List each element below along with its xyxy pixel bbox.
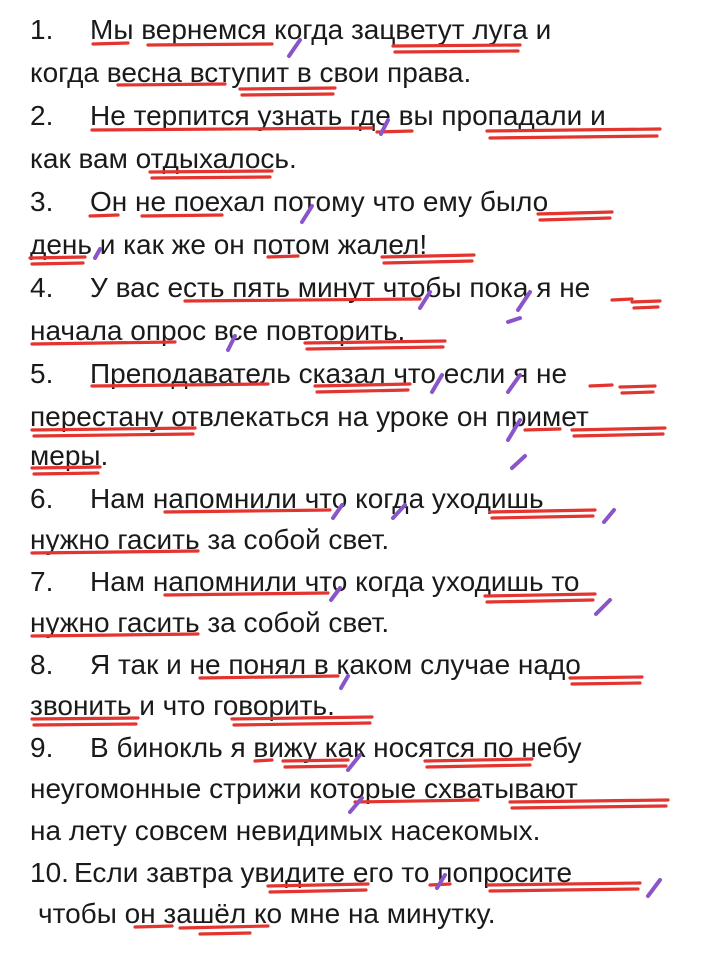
sentence-text: звонить и что говорить.: [30, 690, 335, 721]
sentence-text: день и как же он потом жалел!: [30, 229, 428, 260]
sentence-8-line-2: [30, 690, 335, 722]
underline-mark: [490, 889, 638, 891]
sentence-10-line-1: [30, 857, 572, 889]
underline-mark: [574, 434, 663, 436]
underline-mark: [34, 434, 193, 436]
sentence-3-line-2: [30, 229, 427, 261]
underline-mark: [200, 933, 250, 934]
underline-mark: [234, 723, 370, 725]
sentence-9-line-3: [30, 815, 540, 847]
underline-mark: [32, 263, 83, 264]
sentence-text: меры.: [30, 440, 109, 471]
sentence-text: Он не поехал потому что ему было: [90, 186, 549, 217]
sentence-number: 3.: [30, 186, 54, 217]
sentence-number: 10.: [30, 857, 69, 888]
underline-mark: [512, 806, 666, 808]
underline-mark: [492, 516, 593, 518]
underline-mark: [632, 301, 660, 302]
sentence-8-line-1: [30, 649, 581, 681]
comma-mark: [596, 600, 610, 614]
sentence-text: как вам отдыхалось.: [30, 143, 297, 174]
underline-mark: [395, 51, 518, 52]
sentence-4-line-2: [30, 315, 405, 347]
underline-mark: [270, 890, 366, 892]
underline-mark: [285, 766, 346, 767]
sentence-number: 5.: [30, 358, 54, 389]
underline-mark: [427, 765, 530, 767]
sentence-text: нужно гасить за собой свет.: [30, 607, 390, 638]
sentence-text: У вас есть пять минут чтобы пока я не: [90, 272, 591, 303]
comma-mark: [508, 318, 520, 322]
underline-mark: [620, 386, 655, 387]
sentence-text: Я так и не понял в каком случае надо: [90, 649, 581, 680]
sentence-1-line-1: [30, 14, 551, 46]
sentence-9-line-1: [30, 732, 582, 764]
sentence-6-line-2: [30, 524, 389, 556]
sentence-number: 7.: [30, 566, 54, 597]
sentence-text: перестану отвлекаться на уроке он примет: [30, 401, 589, 432]
sentence-text: Не терпится узнать где вы пропадали и: [90, 100, 606, 131]
comma-mark: [604, 510, 614, 522]
sentence-text: начала опрос все повторить.: [30, 315, 406, 346]
underline-mark: [34, 724, 136, 725]
sentence-text: В бинокль я вижу как носятся по небу: [90, 732, 582, 763]
sentence-number: 9.: [30, 732, 54, 763]
sentence-number: 6.: [30, 483, 54, 514]
sentence-text: Мы вернемся когда зацветут луга и: [90, 14, 552, 45]
underline-mark: [152, 177, 270, 178]
sentence-6-line-1: [30, 483, 544, 515]
underline-mark: [590, 385, 612, 386]
sentence-number: 2.: [30, 100, 54, 131]
underline-mark: [490, 136, 657, 138]
underline-mark: [242, 94, 333, 95]
sentence-1-line-2: [30, 57, 471, 89]
underline-mark: [622, 392, 653, 393]
sentence-text: Нам напомнили что когда уходишь то: [90, 566, 580, 597]
sentence-10-line-2: [38, 898, 496, 930]
underline-mark: [634, 307, 658, 308]
sentence-text: на лету совсем невидимых насекомых.: [30, 815, 541, 846]
sentence-text: Нам напомнили что когда уходишь: [90, 483, 544, 514]
sentence-5-line-2: [30, 401, 589, 433]
comma-mark: [648, 880, 660, 896]
sentence-text: чтобы он зашёл ко мне на минутку.: [38, 898, 496, 929]
underline-mark: [34, 473, 98, 474]
comma-mark: [512, 456, 525, 468]
sentence-2-line-2: [30, 143, 297, 175]
underline-mark: [384, 261, 472, 263]
sentence-3-line-1: [30, 186, 548, 218]
underline-mark: [540, 218, 610, 220]
sentence-9-line-2: [30, 773, 578, 805]
sentence-5-line-3: [30, 440, 108, 472]
underline-mark: [317, 390, 408, 392]
sentence-text: Преподаватель сказал что если я не: [90, 358, 568, 389]
sentence-7-line-2: [30, 607, 389, 639]
underline-mark: [487, 600, 593, 602]
sentence-text: когда весна вступит в свои права.: [30, 57, 472, 88]
underline-mark: [572, 683, 640, 684]
sentence-text: нужно гасить за собой свет.: [30, 524, 390, 555]
sentence-7-line-1: [30, 566, 579, 598]
sentence-number: 8.: [30, 649, 54, 680]
sentence-5-line-1: [30, 358, 567, 390]
sentence-text: неугомонные стрижи которые схватывают: [30, 773, 578, 804]
underline-mark: [538, 212, 612, 214]
underline-mark: [612, 299, 632, 300]
sentence-2-line-1: [30, 100, 606, 132]
sentence-4-line-1: [30, 272, 590, 304]
sentence-text: Если завтра увидите его то попросите: [74, 857, 573, 888]
underline-mark: [307, 347, 443, 349]
sentence-number: 1.: [30, 14, 54, 45]
sentence-number: 4.: [30, 272, 54, 303]
